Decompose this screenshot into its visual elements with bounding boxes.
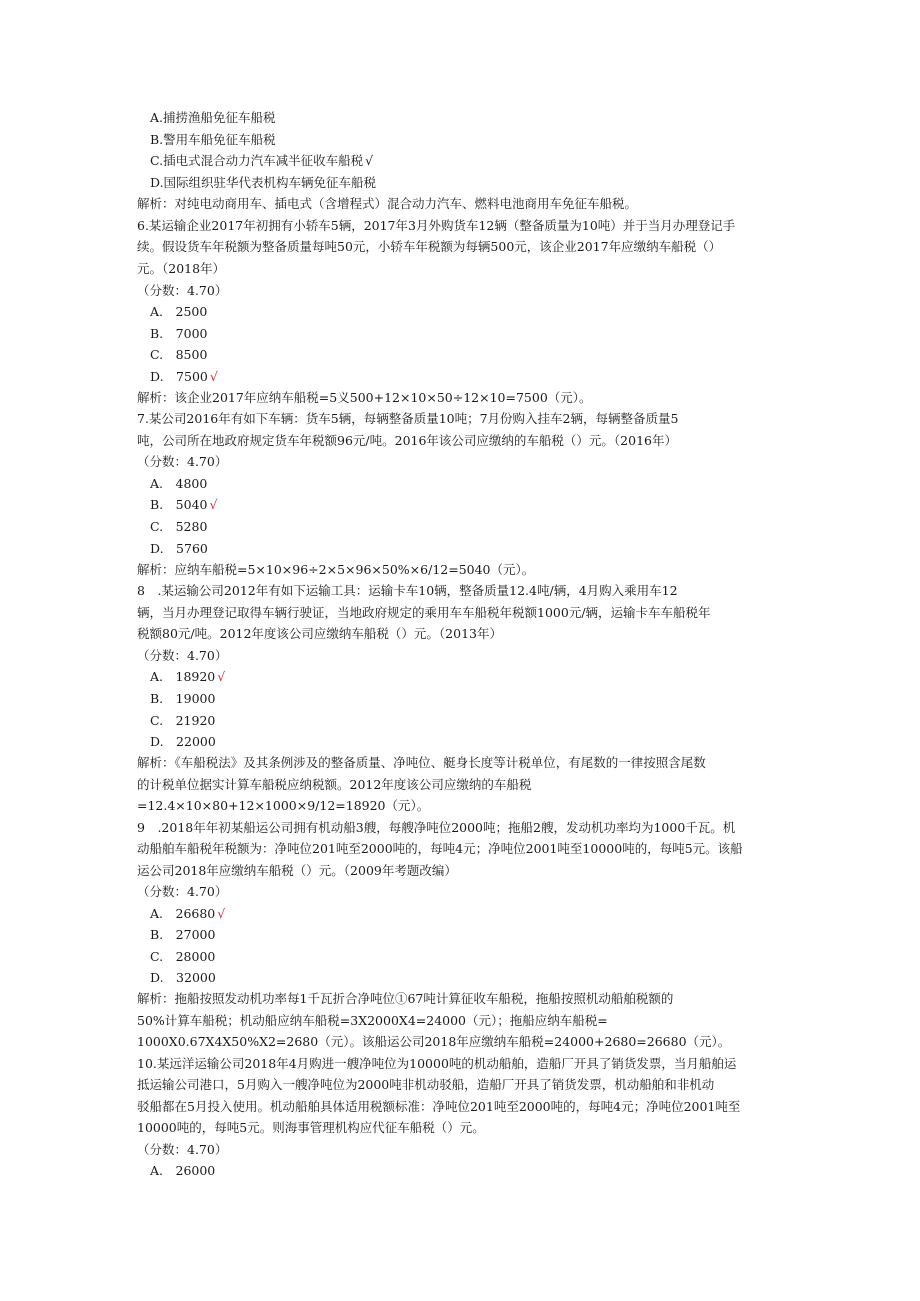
q7-option-d: D. 5760 bbox=[150, 541, 208, 556]
option-text: A. 26680 bbox=[150, 906, 216, 921]
q10-text-line-4: 10000吨的，每吨5元。则海事管理机构应代征车船税（）元。 bbox=[137, 1120, 485, 1135]
correct-check-icon: √ bbox=[217, 906, 226, 921]
q9-option-b: B. 27000 bbox=[150, 927, 216, 942]
q10-score: （分数：4.70） bbox=[137, 1142, 228, 1157]
q6-text-line-2: 续。假设货车年税额为整备质量每吨50元，小轿车年税额为每辆500元，该企业2017年应缴纳车船税（） bbox=[137, 239, 722, 254]
q9-text-line-1: 9 .2018年年初某船运公司拥有机动船3艘，每艘净吨位2000吨；拖船2艘，发动机功率均为1000千瓦。机 bbox=[137, 820, 736, 835]
q5-option-a: A.捕捞渔船免征车船税 bbox=[150, 110, 276, 125]
q7-text-line-2: 吨，公司所在地政府规定货车年税额96元/吨。2016年该公司应缴纳的车船税（）元。（2016年） bbox=[137, 433, 677, 448]
q9-analysis-line-2: 50%计算车船税；机动船应纳车船税=3X2000X4=24000（元）；拖船应纳车船税= bbox=[137, 1013, 608, 1028]
correct-check-icon: √ bbox=[365, 153, 374, 168]
q6-text-line-3: 元。（2018年） bbox=[137, 261, 226, 276]
q9-text-line-2: 动船舶车船税年税额为：净吨位201吨至2000吨的，每吨4元；净吨位2001吨至10000吨的，每吨5元。该船 bbox=[137, 841, 743, 856]
option-text: A. 18920 bbox=[150, 669, 216, 684]
q6-analysis: 解析：该企业2017年应纳车船税=5义500+12×10×50÷12×10=7500（元）。 bbox=[137, 390, 592, 405]
q8-option-b: B. 19000 bbox=[150, 691, 216, 706]
q9-option-d: D. 32000 bbox=[150, 970, 216, 985]
q8-text-line-2: 辆，当月办理登记取得车辆行驶证，当地政府规定的乘用车车船税年税额1000元/辆，运输卡车车船税年 bbox=[137, 605, 711, 620]
q5-option-b: B.警用车船免征车船税 bbox=[150, 132, 276, 147]
q6-option-b: B. 7000 bbox=[150, 326, 208, 341]
q8-text-line-3: 税额80元/吨。2012年度该公司应缴纳车船税（）元。（2013年） bbox=[137, 626, 502, 641]
q9-text-line-3: 运公司2018年应缴纳车船税（）元。（2009年考题改编） bbox=[137, 863, 457, 878]
q5-option-c bbox=[150, 153, 373, 169]
q6-text-line-1: 6.某运输企业2017年初拥有小轿车5辆，2017年3月外购货车12辆（整备质量为10吨）并于当月办理登记手 bbox=[137, 218, 736, 233]
q7-option-c: C. 5280 bbox=[150, 519, 208, 534]
option-text: B. 5040 bbox=[150, 497, 208, 512]
q8-analysis-line-1: 解析：《车船税法》及其条例涉及的整备质量、净吨位、艇身长度等计税单位，有尾数的一律按照含尾数 bbox=[137, 755, 706, 770]
q10-text-line-3: 驳船都在5月投入使用。机动船舶具体适用税额标准：净吨位201吨至2000吨的，每吨4元；净吨位2001吨至 bbox=[137, 1099, 741, 1114]
q7-option-b bbox=[150, 497, 217, 513]
q5-analysis: 解析：对纯电动商用车、插电式（含增程式）混合动力汽车、燃料电池商用车免征车船税。 bbox=[137, 196, 638, 211]
q8-analysis-line-3: =12.4×10×80+12×1000×9/12=18920（元）。 bbox=[137, 798, 430, 813]
correct-check-icon: √ bbox=[217, 669, 226, 684]
option-text: D. 7500 bbox=[150, 369, 208, 384]
q9-analysis-line-3: 1000X0.67X4X50%X2=2680（元）。该船运公司2018年应缴纳车船税=24000+2680=26680（元）。 bbox=[137, 1034, 731, 1049]
q7-score: （分数：4.70） bbox=[137, 454, 228, 469]
option-text: C.插电式混合动力汽车减半征收车船税 bbox=[150, 153, 364, 168]
q8-option-c: C. 21920 bbox=[150, 713, 216, 728]
correct-check-icon: √ bbox=[209, 369, 218, 384]
q7-option-a: A. 4800 bbox=[150, 476, 208, 491]
q8-option-d: D. 22000 bbox=[150, 734, 216, 749]
q7-analysis: 解析：应纳车船税=5×10×96÷2×5×96×50%×6/12=5040（元）。 bbox=[137, 562, 535, 577]
q9-option-c: C. 28000 bbox=[150, 949, 216, 964]
q8-text-line-1: 8 .某运输公司2012年有如下运输工具：运输卡车10辆，整备质量12.4吨/辆，4月购入乘用车12 bbox=[137, 583, 678, 598]
q7-text-line-1: 7.某公司2016年有如下车辆：货车5辆，每辆整备质量10吨；7月份购入挂车2辆，每辆整备质量5 bbox=[137, 411, 679, 426]
q6-option-c: C. 8500 bbox=[150, 347, 208, 362]
q8-score: （分数：4.70） bbox=[137, 648, 228, 663]
correct-check-icon: √ bbox=[209, 497, 218, 512]
q10-option-a: A. 26000 bbox=[150, 1163, 216, 1178]
q9-score: （分数：4.70） bbox=[137, 884, 228, 899]
q6-option-d bbox=[150, 369, 218, 385]
q8-analysis-line-2: 的计税单位据实计算车船税应纳税额。2012年度该公司应缴纳的车船税 bbox=[137, 777, 532, 792]
q10-text-line-2: 抵运输公司港口，5月购入一艘净吨位为2000吨非机动驳船，造船厂开具了销货发票，机动船舶和非机动 bbox=[137, 1077, 715, 1092]
q6-option-a: A. 2500 bbox=[150, 304, 208, 319]
q10-text-line-1: 10.某远洋运输公司2018年4月购进一艘净吨位为10000吨的机动船舶，造船厂开具了销货发票，当月船舶运 bbox=[137, 1056, 737, 1071]
q9-option-a bbox=[150, 906, 225, 922]
q9-analysis-line-1: 解析：拖船按照发动机功率每1千瓦折合净吨位①67吨计算征收车船税，拖船按照机动船舶税额的 bbox=[137, 991, 674, 1006]
q6-score: （分数：4.70） bbox=[137, 283, 228, 298]
q5-option-d: D.国际组织驻华代表机构车辆免征车船税 bbox=[150, 175, 377, 190]
q8-option-a bbox=[150, 669, 225, 685]
